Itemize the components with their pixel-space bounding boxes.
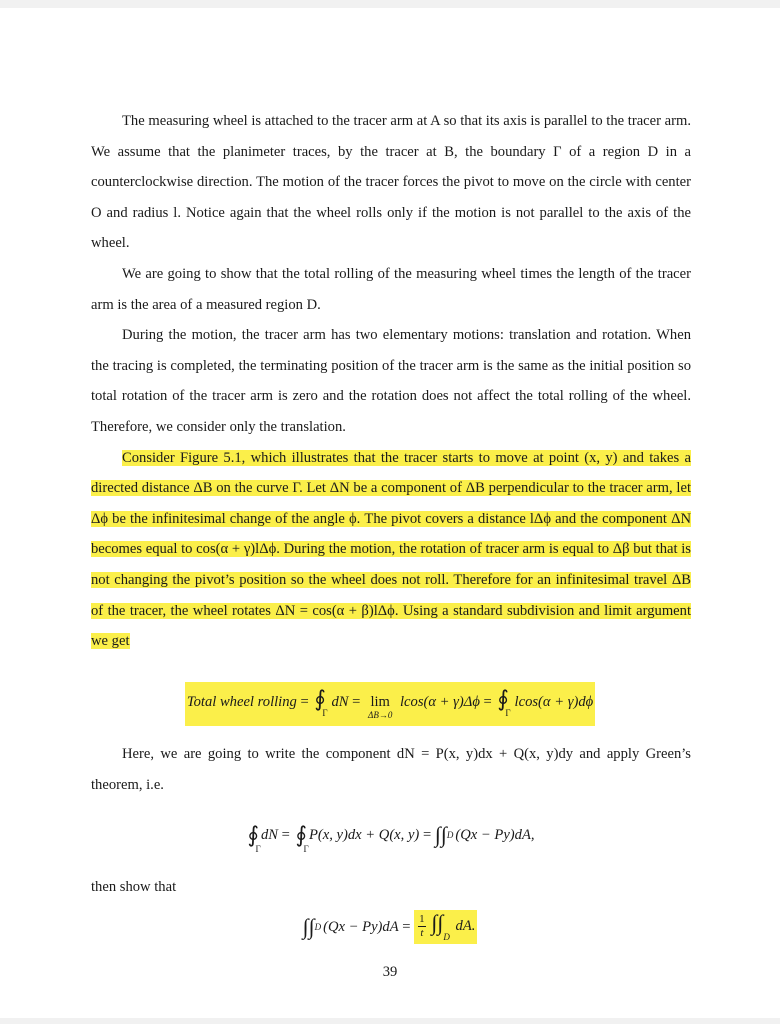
- paragraph-green: Here, we are going to write the component dN = P(x, y)dx + Q(x, y)dy and apply Green’s theorem, i.e.: [91, 746, 691, 793]
- eq1-lhs: Total wheel rolling: [186, 694, 297, 710]
- paragraph-2: We are going to show that the total rolling of the measuring wheel times the length of the tracer arm is the area of a measured region D.: [91, 265, 691, 313]
- paragraph-1: The measuring wheel is attached to the tracer arm at A so that its axis is parallel to the tracer arm. We assume that the planimeter traces, by the tracer at B, the boundary Γ of a region D in a counterclockwise direction. The motion of the tracer forces the pivot to move on the circle with center O and radius l. Notice again that the wheel rolls only if the motion is not parallel to the axis of the wheel.: [91, 113, 691, 252]
- double-integral-symbol-3: ∫∫: [431, 910, 444, 935]
- body-text: [91, 106, 691, 657]
- equation-area: ∫∫ D (Qx − Py)dA = $\frac{1}{t}$ $\int\int_D$ dA.: [302, 910, 476, 942]
- equation-total-wheel-rolling: [0, 682, 780, 726]
- eq1-term-a: dN: [331, 694, 349, 710]
- eq2-term-a: dN: [260, 826, 278, 843]
- contour-integral-symbol-4: ∮ Γ: [295, 822, 309, 854]
- eq3-term-a: (Qx − Py)dA: [323, 918, 399, 935]
- double-integral-symbol: ∫∫: [434, 822, 447, 847]
- double-integral-symbol-2: ∫∫: [302, 914, 315, 939]
- equation-highlight: Total wheel rolling = ∮ Γ dN = lim ΔB→0 lcos(α + γ)Δϕ = ∮ Γ lcos(α + γ)dϕ: [185, 682, 595, 726]
- then-show-text: then show that: [91, 879, 177, 895]
- eq1-term-b: lcos(α + γ)Δϕ: [399, 694, 480, 710]
- fraction: $\frac{1}{t}$: [419, 913, 425, 940]
- contour-integral-symbol: ∮ Γ: [314, 686, 328, 718]
- equation-greens-theorem: ∮ Γ dN = ∮ Γ P(x, y)dx + Q(x, y) = ∫∫ D (Qx − Py)dA,: [247, 822, 535, 854]
- eq2-term-b: P(x, y)dx + Q(x, y): [308, 826, 420, 843]
- contour-integral-symbol-2: ∮ Γ: [497, 686, 511, 718]
- equation-area-highlight: $\frac{1}{t}$ $\int\int_D$ dA.: [414, 910, 477, 944]
- eq3-term-b: dA.: [455, 918, 476, 934]
- limit-operator: lim ΔB→0: [368, 694, 393, 720]
- eq2-term-c: (Qx − Py)dA,: [455, 826, 535, 843]
- eq1-term-c: lcos(α + γ)dϕ: [514, 694, 594, 710]
- paragraph-4-highlighted: [91, 443, 691, 657]
- document-page: [0, 8, 780, 1018]
- contour-integral-symbol-3: ∮ Γ: [247, 822, 261, 854]
- highlighted-text: Consider Figure 5.1, which illustrates that the tracer starts to move at point (x, y) and takes a directed distance ΔB on the curve Γ. Let ΔN be a component of ΔB perpendicular to the tracer arm, let Δϕ be the infinitesimal change of the angle ϕ. The pivot covers a distance lΔϕ and the component ΔN becomes equal to cos(α + γ)lΔϕ. During the motion, the rotation of tracer arm is equal to Δβ but that is not changing the pivot’s position so the wheel does not roll. Therefore for an infinitesimal travel ΔB of the tracer, the wheel rotates ΔN = cos(α + β)lΔϕ. Using a standard subdivision and limit argument we get: [91, 449, 691, 650]
- page-number: 39: [382, 964, 398, 980]
- paragraph-3: During the motion, the tracer arm has two elementary motions: translation and rotation. When the tracing is completed, the terminating position of the tracer arm is the same as the initial position so total rotation of the tracer arm is zero and the rotation does not affect the total rolling of the wheel. Therefore, we consider only the translation.: [91, 327, 691, 435]
